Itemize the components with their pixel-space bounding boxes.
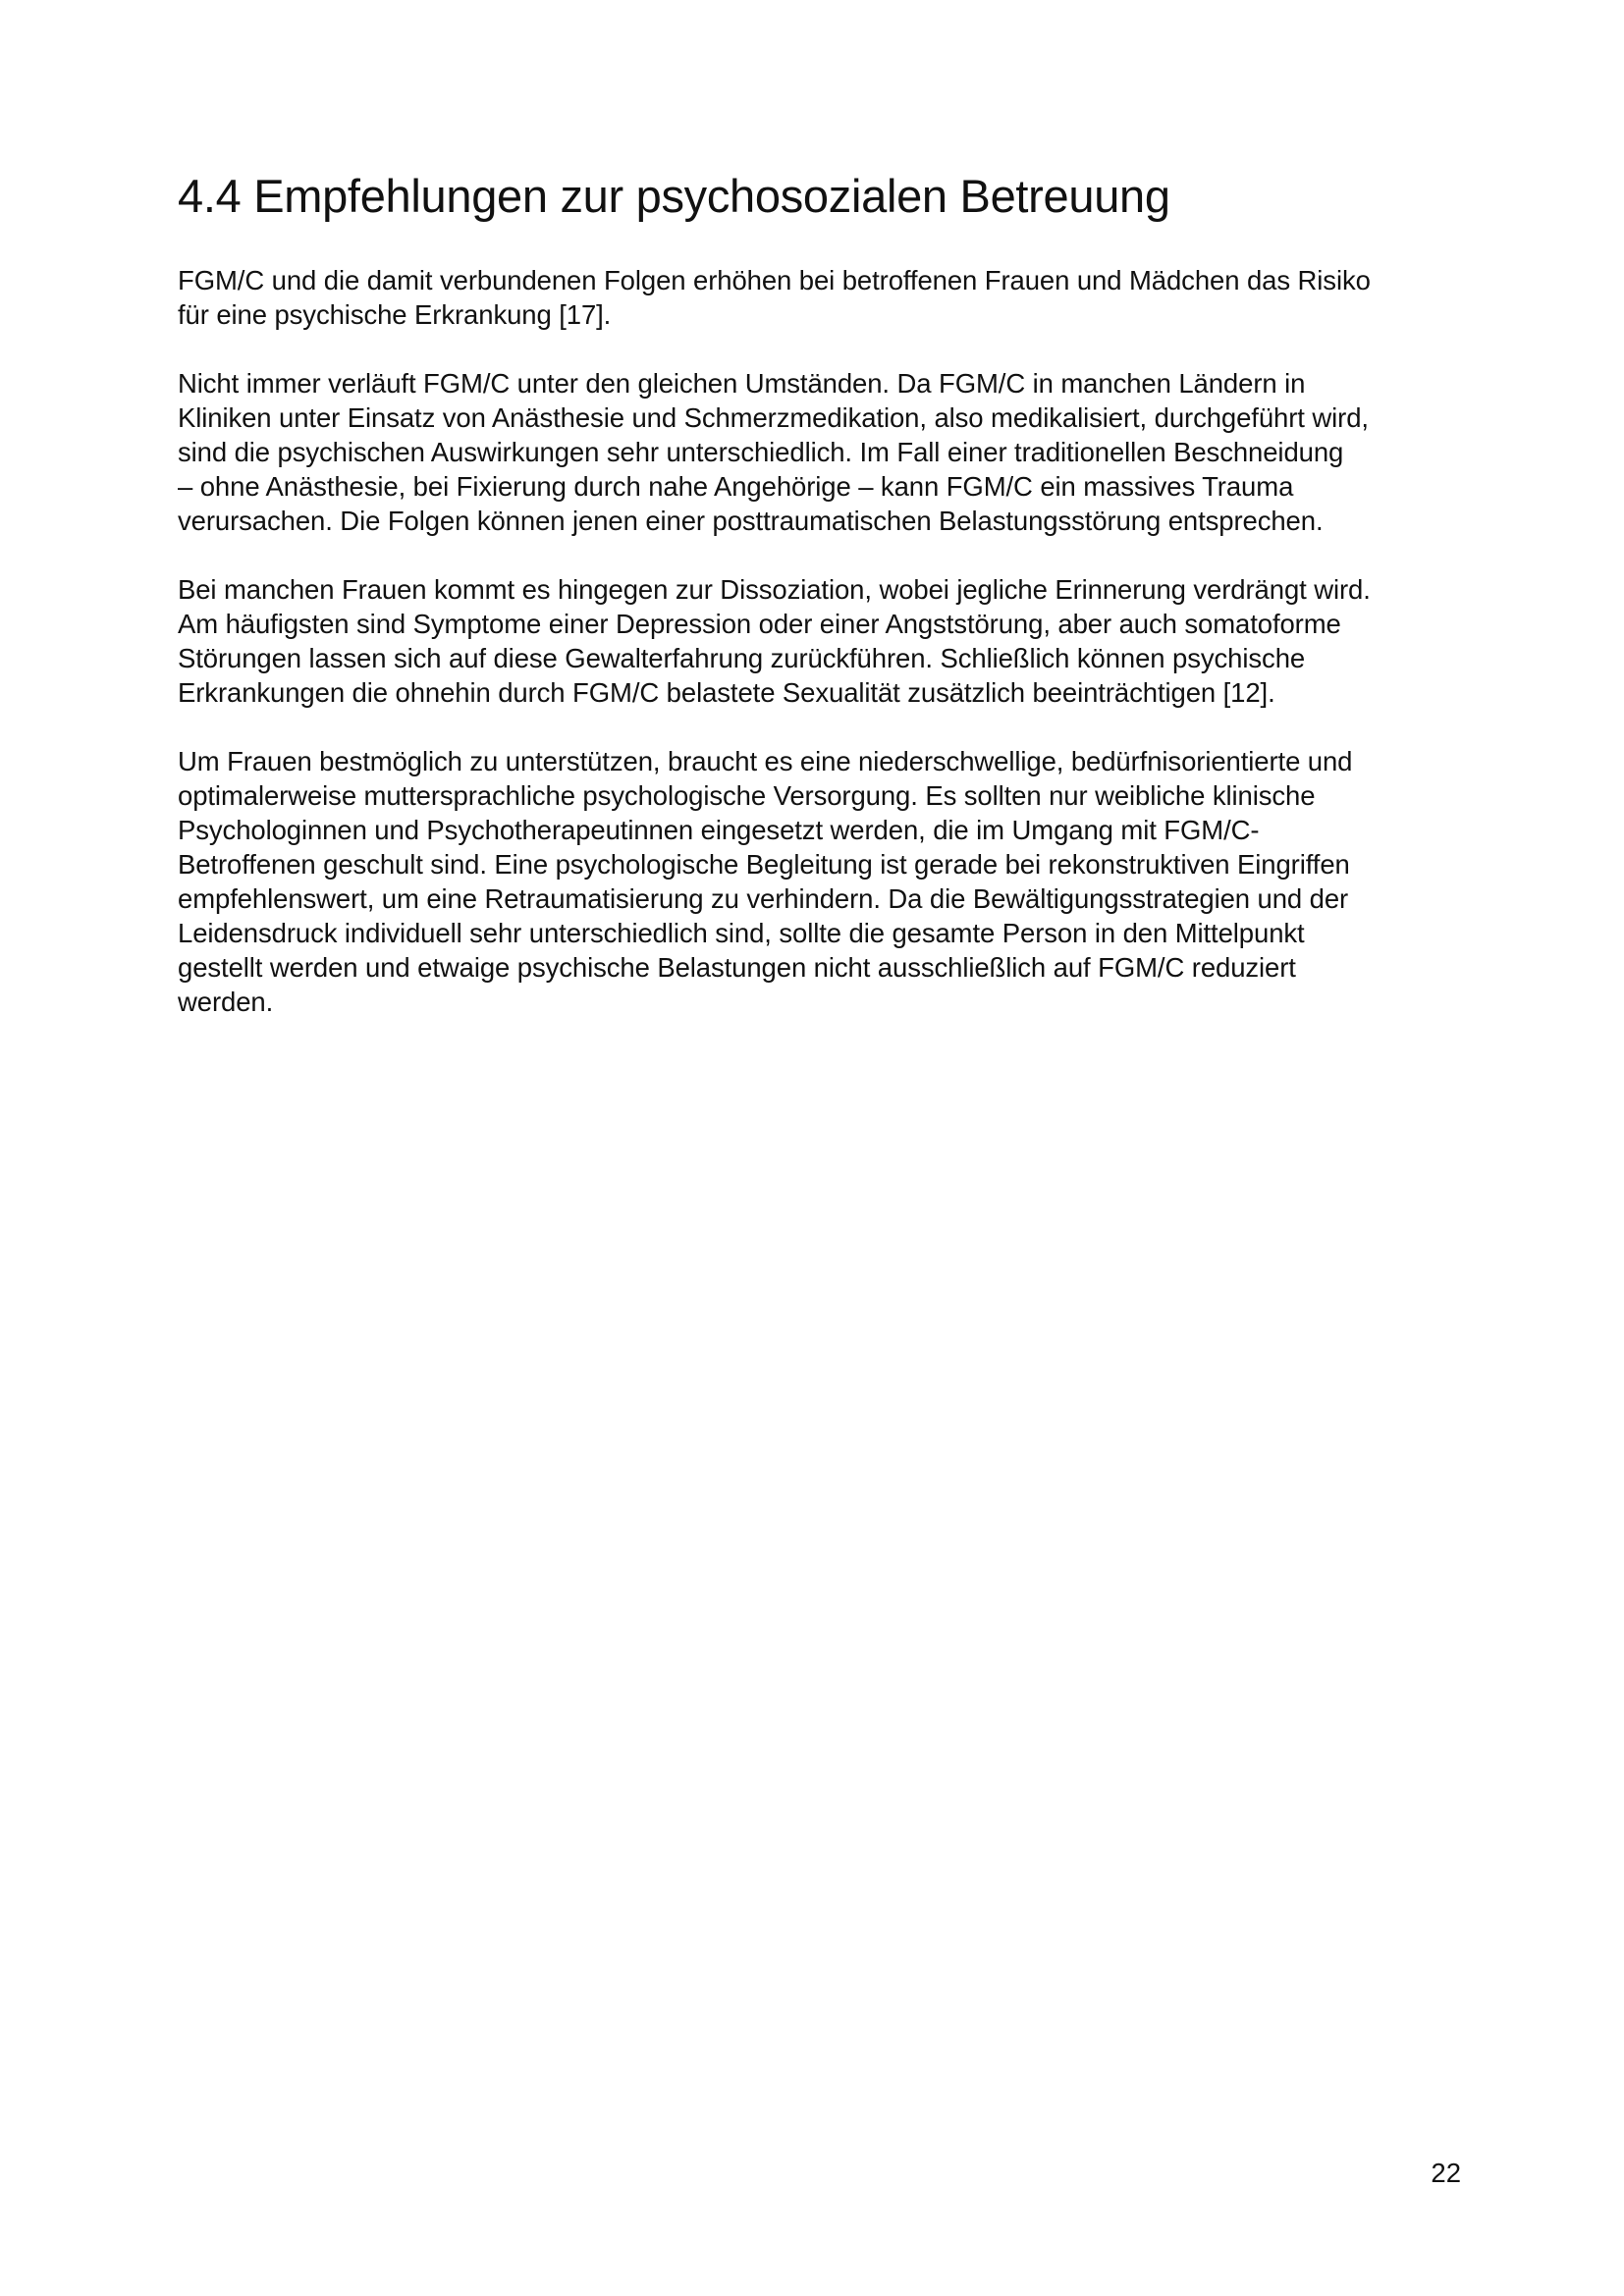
text-line: Psychologinnen und Psychotherapeutinnen eingesetzt werden, die im Umgang mit FGM/C- xyxy=(178,815,1260,845)
page-number: 22 xyxy=(1431,2158,1461,2188)
text-line: verursachen. Die Folgen können jenen einer posttraumatischen Belastungsstörung entsprechen. xyxy=(178,506,1324,536)
text-line: – ohne Anästhesie, bei Fixierung durch nahe Angehörige – kann FGM/C ein massives Trauma xyxy=(178,471,1294,502)
text-line: Nicht immer verläuft FGM/C unter den gleichen Umständen. Da FGM/C in manchen Ländern in xyxy=(178,368,1306,399)
paragraph-4 xyxy=(178,744,1454,1019)
text-line: Betroffenen geschult sind. Eine psychologische Begleitung ist gerade bei rekonstruktiven Eingriffen xyxy=(178,849,1350,880)
paragraph-1 xyxy=(178,263,1454,332)
text-line: gestellt werden und etwaige psychische Belastungen nicht ausschließlich auf FGM/C reduziert xyxy=(178,952,1296,983)
text-line: Um Frauen bestmöglich zu unterstützen, braucht es eine niederschwellige, bedürfnisorientierte und xyxy=(178,746,1353,776)
text-line: für eine psychische Erkrankung [17]. xyxy=(178,299,612,330)
text-line: optimalerweise muttersprachliche psychologische Versorgung. Es sollten nur weibliche klinische xyxy=(178,780,1316,811)
paragraph-3 xyxy=(178,572,1454,710)
body-text xyxy=(178,263,1454,1053)
text-line: Störungen lassen sich auf diese Gewalterfahrung zurückführen. Schließlich können psychische xyxy=(178,643,1306,673)
text-line: Kliniken unter Einsatz von Anästhesie und Schmerzmedikation, also medikalisiert, durchgeführt wird, xyxy=(178,402,1369,433)
text-line: FGM/C und die damit verbundenen Folgen erhöhen bei betroffenen Frauen und Mädchen das Risiko xyxy=(178,265,1371,295)
text-line: empfehlenswert, um eine Retraumatisierung zu verhindern. Da die Bewältigungsstrategien und der xyxy=(178,883,1349,914)
text-line: Am häufigsten sind Symptome einer Depression oder einer Angststörung, aber auch somatoforme xyxy=(178,609,1341,639)
text-line: Erkrankungen die ohnehin durch FGM/C belastete Sexualität zusätzlich beeinträchtigen [12]. xyxy=(178,677,1275,708)
section-title: 4.4 Empfehlungen zur psychosozialen Betreuung xyxy=(178,170,1170,222)
text-line: Leidensdruck individuell sehr unterschiedlich sind, sollte die gesamte Person in den Mittelpunkt xyxy=(178,918,1305,948)
text-line: Bei manchen Frauen kommt es hingegen zur Dissoziation, wobei jegliche Erinnerung verdrängt wird. xyxy=(178,574,1371,605)
text-line: sind die psychischen Auswirkungen sehr unterschiedlich. Im Fall einer traditionellen Beschneidung xyxy=(178,437,1344,467)
text-line: werden. xyxy=(178,987,274,1017)
paragraph-2 xyxy=(178,366,1454,538)
